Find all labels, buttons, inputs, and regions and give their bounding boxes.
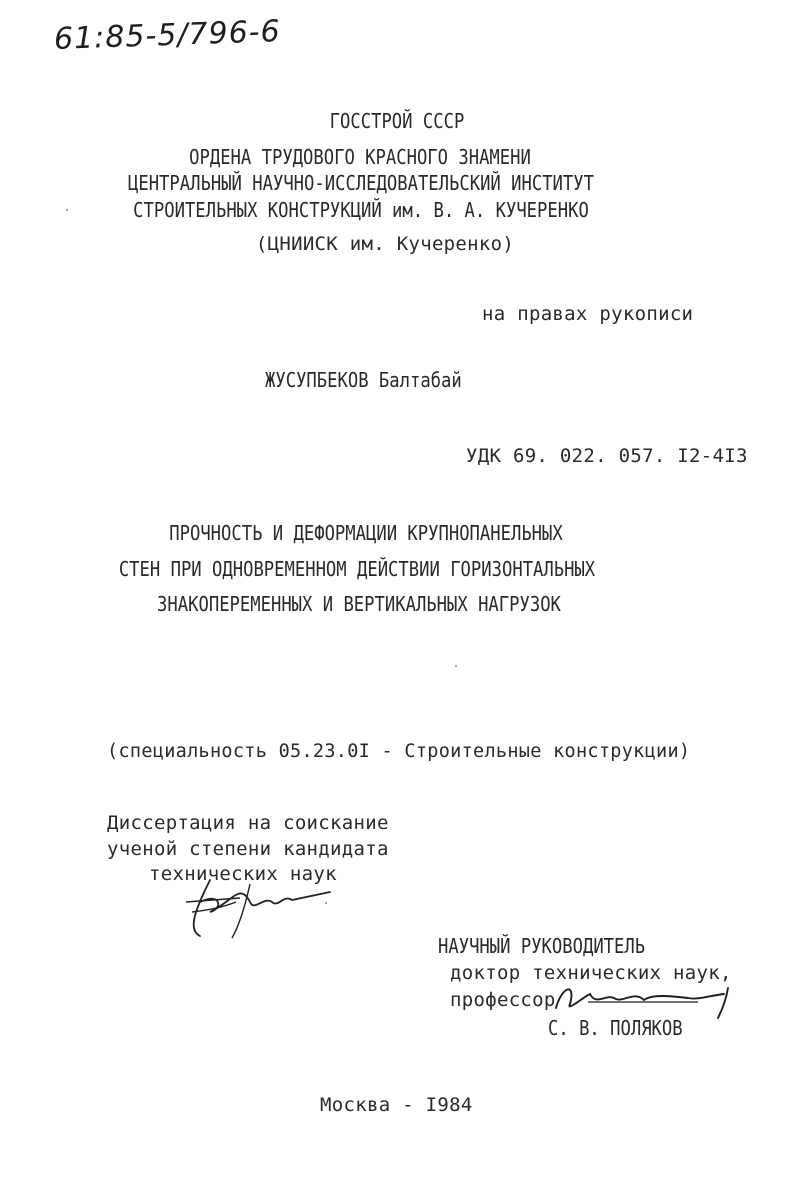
institute-line-1: ОРДЕНА ТРУДОВОГО КРАСНОГО ЗНАМЕНИ (189, 145, 531, 169)
author-signature (180, 872, 350, 942)
dissertation-line-2: ученой степени кандидата (107, 838, 389, 860)
scan-speck (325, 902, 327, 904)
title-line: ПРОЧНОСТЬ И ДЕФОРМАЦИИ КРУПНОПАНЕЛЬНЫХ (169, 521, 563, 545)
advisor-degree: доктор технических наук, (450, 962, 732, 984)
specialty: (специальность 05.23.0I - Строительные конструкции) (107, 741, 691, 762)
title-line: ЗНАКОПЕРЕМЕННЫХ И ВЕРТИКАЛЬНЫХ НАГРУЗОК (157, 592, 561, 616)
udc-code: УДК 69. 022. 057. I2-4I3 (466, 445, 748, 467)
advisor-name: С. В. ПОЛЯКОВ (548, 1016, 683, 1040)
title-line: СТЕН ПРИ ОДНОВРЕМЕННОМ ДЕЙСТВИИ ГОРИЗОНТАЛЬНЫХ (118, 557, 596, 581)
advisor-role: НАУЧНЫЙ РУКОВОДИТЕЛЬ (438, 934, 646, 958)
advisor-title: профессор (450, 989, 556, 1011)
scan-speck (66, 209, 68, 211)
institute-abbrev: (ЦНИИСК им. Кучеренко) (255, 233, 515, 255)
advisor-signature (548, 976, 738, 1026)
org-name: ГОССТРОЙ СССР (329, 109, 465, 133)
archive-code: 61:85-5/796-6 (53, 14, 282, 57)
place-and-year: Москва - I984 (320, 1094, 473, 1116)
scan-speck (455, 665, 457, 667)
dissertation-line-1: Диссертация на соискание (107, 812, 389, 834)
author-name: ЖУСУПБЕКОВ Балтабай (265, 368, 462, 392)
dissertation-line-3: технических наук (149, 863, 337, 885)
institute-line-3: СТРОИТЕЛЬНЫХ КОНСТРУКЦИЙ им. В. А. КУЧЕРЕНКО (133, 198, 589, 222)
manuscript-note: на правах рукописи (482, 303, 694, 325)
institute-line-2: ЦЕНТРАЛЬНЫЙ НАУЧНО-ИССЛЕДОВАТЕЛЬСКИЙ ИНСТИТУТ (127, 171, 594, 195)
